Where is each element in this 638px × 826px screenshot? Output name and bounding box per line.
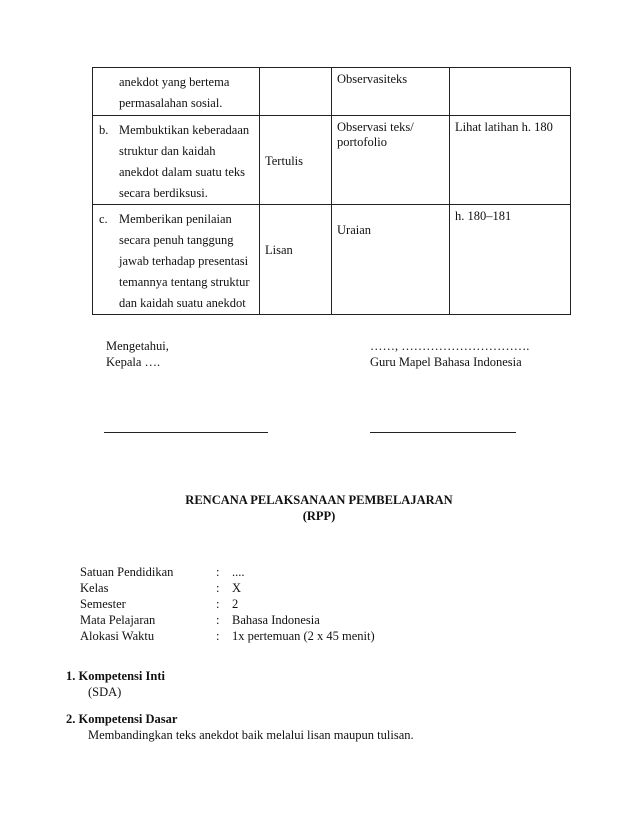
example-cell xyxy=(450,68,571,116)
example-cell xyxy=(450,116,571,205)
identity-row xyxy=(80,580,375,596)
identity-value: .... xyxy=(232,565,245,579)
identity-label: Alokasi Waktu xyxy=(80,629,155,643)
instrument-cell xyxy=(332,68,450,116)
identity-label: Mata Pelajaran xyxy=(80,613,156,627)
identity-row xyxy=(80,564,375,580)
identity-row xyxy=(80,628,375,644)
section-core-competence xyxy=(66,668,165,700)
title-line: RENCANA PELAKSANAAN PEMBELAJARAN xyxy=(185,493,453,507)
technique-cell xyxy=(260,205,332,315)
indicator-line: anekdot yang bertema xyxy=(119,75,230,89)
identity-value: 2 xyxy=(232,597,239,611)
instrument-text: Observasi teks/ xyxy=(337,120,414,134)
document-title xyxy=(0,492,638,524)
table-row xyxy=(93,116,571,205)
indicator-line: Memberikan penilaian xyxy=(119,212,232,226)
identity-value: 1x pertemuan (2 x 45 menit) xyxy=(232,629,375,643)
identity-row xyxy=(80,596,375,612)
place-date-label: ……, …………………………. xyxy=(370,339,530,353)
section-heading: 1. Kompetensi Inti xyxy=(66,669,165,683)
instrument-cell xyxy=(332,205,450,315)
identity-colon: : xyxy=(216,581,220,595)
signature-right xyxy=(370,338,529,370)
indicator-line: temannya tentang struktur xyxy=(119,275,250,289)
table-row xyxy=(93,68,571,116)
instrument-text: Uraian xyxy=(337,223,372,237)
indicator-letter: b. xyxy=(99,123,109,137)
teacher-label: Guru Mapel Bahasa Indonesia xyxy=(370,355,522,369)
indicator-line: struktur dan kaidah xyxy=(119,144,216,158)
technique-text: Lisan xyxy=(265,243,293,257)
technique-text: Tertulis xyxy=(265,154,304,168)
identity-colon: : xyxy=(216,613,220,627)
identity-colon: : xyxy=(216,629,220,643)
signature-left xyxy=(106,338,169,370)
indicator-cell xyxy=(93,68,260,116)
example-text: Lihat latihan h. 180 xyxy=(455,120,553,134)
technique-cell xyxy=(260,68,332,116)
identity-label: Semester xyxy=(80,597,126,611)
section-heading: 2. Kompetensi Dasar xyxy=(66,712,178,726)
example-cell xyxy=(450,205,571,315)
indicator-line: Membuktikan keberadaan xyxy=(119,123,250,137)
identity-label: Satuan Pendidikan xyxy=(80,565,174,579)
signature-line-left xyxy=(104,432,268,433)
identity-value: Bahasa Indonesia xyxy=(232,613,320,627)
indicator-line: dan kaidah suatu anekdot xyxy=(119,296,246,310)
section-body: Membandingkan teks anekdot baik melalui lisan maupun tulisan. xyxy=(88,728,414,742)
title-abbrev: (RPP) xyxy=(302,509,336,523)
signature-line-right xyxy=(370,432,516,433)
identity-label: Kelas xyxy=(80,581,109,595)
acknowledged-label: Mengetahui, xyxy=(106,339,169,353)
assessment-table xyxy=(92,67,571,315)
identity-row xyxy=(80,612,375,628)
identity-value: X xyxy=(232,581,242,595)
section-basic-competence xyxy=(66,711,414,743)
example-text: h. 180–181 xyxy=(455,209,512,223)
section-body: (SDA) xyxy=(88,685,122,699)
instrument-text: portofolio xyxy=(337,135,387,149)
indicator-line: permasalahan sosial. xyxy=(119,96,223,110)
table-row xyxy=(93,205,571,315)
principal-label: Kepala …. xyxy=(106,355,161,369)
indicator-letter: c. xyxy=(99,212,108,226)
identity-colon: : xyxy=(216,597,220,611)
identity-colon: : xyxy=(216,565,220,579)
indicator-line: secara berdiksusi. xyxy=(119,186,208,200)
indicator-line: anekdot dalam suatu teks xyxy=(119,165,246,179)
indicator-cell xyxy=(93,116,260,205)
technique-cell xyxy=(260,116,332,205)
indicator-cell xyxy=(93,205,260,315)
instrument-cell xyxy=(332,116,450,205)
identity-block xyxy=(80,564,375,644)
instrument-text: Observasiteks xyxy=(337,72,408,86)
indicator-line: secara penuh tanggung xyxy=(119,233,234,247)
indicator-line: jawab terhadap presentasi xyxy=(119,254,249,268)
